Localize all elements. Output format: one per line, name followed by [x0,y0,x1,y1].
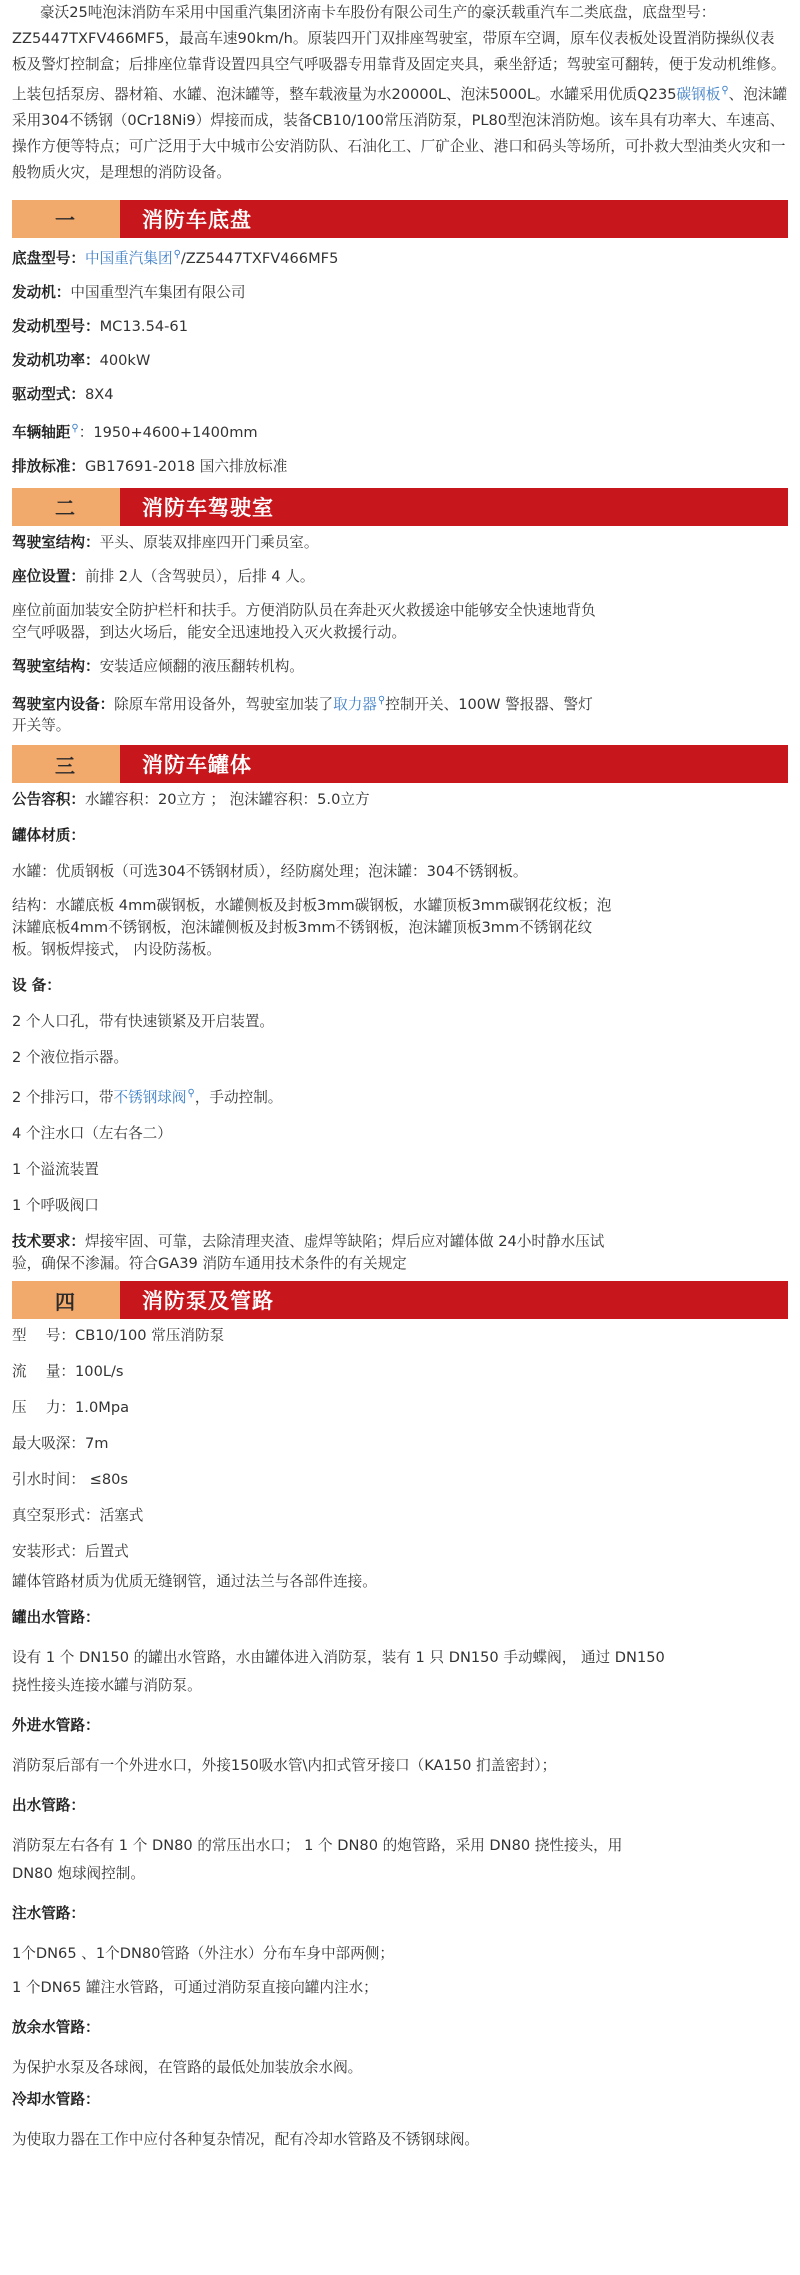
section-title: 消防车罐体 [120,745,788,783]
equipment-item: 2 个人口孔，带有快速锁紧及开启装置。 [12,1013,275,1031]
tech-requirements: 技术要求：焊接牢固、可靠，去除清理夹渣、虚焊等缺陷；焊后应对罐体做 24小时静水压试 [12,1233,605,1251]
search-icon[interactable]: ⚲ [377,694,386,706]
drain-text: 为保护水泵及各球阀，在管路的最低处加装放余水阀。 [12,2059,363,2077]
search-icon[interactable]: ⚲ [71,422,79,434]
cab-tilt-row: 驾驶室结构：安装适应倾翻的液压翻转机构。 [12,657,304,675]
pipe-material: 罐体管路材质为优质无缝钢管，通过法兰与各部件连接。 [12,1573,377,1591]
intro-paragraph [12,0,788,186]
inlet-text: 消防泵后部有一个外进水口，外接150吸水管\内扣式管牙接口（KA150 扪盖密封）； [12,1757,557,1775]
pto-link[interactable]: 取力器 [333,695,377,713]
engine-model-row: 发动机型号：MC13.54-61 [12,317,188,335]
engine-row: 发动机：中国重型汽车集团有限公司 [12,283,246,301]
cool-heading: 冷却水管路： [12,2091,100,2109]
carbon-steel-link[interactable]: 碳钢板 [676,85,721,103]
pump-model: 型 号：CB10/100 常压消防泵 [12,1327,225,1345]
tank-structure-line: 沫罐底板4mm不锈钢板，泡沫罐侧板及封板3mm不锈钢板，泡沫罐顶板3mm不锈钢花纹 [12,919,593,937]
pump-mount: 安装形式：后置式 [12,1543,129,1561]
section-header-tank [12,745,788,783]
equipment-item: 1 个呼吸阀口 [12,1197,99,1215]
tech-requirements-2: 验，确保不渗漏。符合GA39 消防车通用技术条件的有关规定 [12,1255,407,1273]
pump-suction: 最大吸深：7m [12,1435,109,1453]
outlet-heading: 罐出水管路： [12,1609,100,1627]
pump-pressure: 压 力：1.0Mpa [12,1399,130,1417]
section-number: 四 [12,1281,120,1319]
drive-row: 驱动型式：8X4 [12,385,114,403]
fill-text-2: 1 个DN65 罐注水管路，可通过消防泵直接向罐内注水； [12,1979,378,1997]
tank-material-line: 水罐：优质钢板（可选304不锈钢材质），经防腐处理；泡沫罐：304不锈钢板。 [12,863,528,881]
pump-vacuum: 真空泵形式：活塞式 [12,1507,144,1525]
out-text-2: DN80 炮球阀控制。 [12,1865,145,1883]
equipment-item: 2 个排污口，带不锈钢球阀⚲，手动控制。 [12,1083,788,1109]
emission-row: 排放标准：GB17691-2018 国六排放标准 [12,457,288,475]
section-header-chassis [12,200,788,238]
pump-priming: 引水时间： ≤80s [12,1471,129,1489]
equipment-item: 1 个溢流装置 [12,1161,99,1179]
outlet-text-2: 挠性接头连接水罐与消防泵。 [12,1677,202,1695]
seat-note-2: 空气呼吸器，到达火场后，能安全迅速地投入灭火救援行动。 [12,623,407,641]
cab-equipment-row: 驾驶室内设备：除原车常用设备外，驾驶室加装了取力器⚲控制开关、100W 警报器、警灯 [12,690,788,716]
fill-heading: 注水管路： [12,1905,85,1923]
section-header-cab [12,488,788,526]
intro-text: 豪沃25吨泡沫消防车采用中国重汽集团济南卡车股份有限公司生产的豪沃载重汽车二类底盘，底盘型号：ZZ5447TXFV466MF5，最高车速90km/h。原装四开门双排座驾驶室，带原车空调，原车仪表板处设置消防操纵仪表板及警灯控制盒；后排座位靠背设置四具空气呼吸器专用靠背及固定夹具，乘坐舒适；驾驶室可翻转，便于发动机维修。上装包括泵房、器材箱、水罐、泡沫罐等，整车载液量为水20000L、泡沫5000L。水罐采用优质Q235 [12,4,786,103]
equipment-item: 2 个液位指示器。 [12,1049,129,1067]
wheelbase-link[interactable]: 车辆轴距 [12,423,71,441]
search-icon[interactable]: ⚲ [173,248,181,260]
tank-material-heading: 罐体材质： [12,827,85,845]
seat-note: 座位前面加装安全防护栏杆和扶手。方便消防队员在奔赴灭火救援途中能够安全快速地背负 [12,601,596,619]
section-number: 一 [12,200,120,238]
section-number: 二 [12,488,120,526]
engine-power-row: 发动机功率：400kW [12,351,151,369]
chassis-model-row: 底盘型号：中国重汽集团⚲/ZZ5447TXFV466MF5 [12,244,788,270]
cab-equipment-row-2: 开关等。 [12,717,71,735]
tank-structure-line: 结构：水罐底板 4mm碳钢板，水罐侧板及封板3mm碳钢板，水罐顶板3mm碳钢花纹板；泡 [12,897,612,915]
inlet-heading: 外进水管路： [12,1717,100,1735]
section-title: 消防车底盘 [120,200,788,238]
wheelbase-row: 车辆轴距⚲：1950+4600+1400mm [12,418,788,444]
sinotruk-link[interactable]: 中国重汽集团 [84,249,173,267]
out-text: 消防泵左右各有 1 个 DN80 的常压出水口； 1 个 DN80 的炮管路，采用 DN80 挠性接头，用 [12,1837,623,1855]
section-header-pump [12,1281,788,1319]
drain-heading: 放余水管路： [12,2019,100,2037]
tank-structure-line: 板。钢板焊接式， 内设防荡板。 [12,941,221,959]
stainless-valve-link[interactable]: 不锈钢球阀 [113,1089,187,1107]
capacity-row: 公告容积：水罐容积：20立方 ； 泡沫罐容积：5.0立方 [12,791,370,809]
outlet-text: 设有 1 个 DN150 的罐出水管路，水由罐体进入消防泵，装有 1 只 DN150 手动蝶阀， 通过 DN150 [12,1649,665,1667]
search-icon[interactable]: ⚲ [187,1088,195,1100]
section-title: 消防车驾驶室 [120,488,788,526]
section-number: 三 [12,745,120,783]
section-title: 消防泵及管路 [120,1281,788,1319]
fill-text: 1个DN65 、1个DN80管路（外注水）分布车身中部两侧； [12,1945,394,1963]
equipment-heading: 设 备： [12,977,61,995]
seat-row: 座位设置：前排 2人（含驾驶员），后排 4 人。 [12,567,315,585]
cool-text: 为使取力器在工作中应付各种复杂情况，配有冷却水管路及不锈钢球阀。 [12,2131,480,2149]
search-icon[interactable]: ⚲ [721,85,729,96]
equipment-item: 4 个注水口（左右各二） [12,1125,172,1143]
pump-flow: 流 量：100L/s [12,1363,124,1381]
intro-text-2: 、泡沫罐采用304不锈钢（0Cr18Ni9）焊接而成，装备CB10/100常压消防泵，PL80型泡沫消防炮。该车具有功率大、车速高、操作方便等特点；可广泛用于大中城市公安消防队、石油化工、厂矿企业、港口和码头等场所，可扑救大型油类火灾和一般物质火灾，是理想的消防设备。 [12,85,788,181]
out-heading: 出水管路： [12,1797,85,1815]
cab-structure-row: 驾驶室结构：平头、原装双排座四开门乘员室。 [12,533,319,551]
